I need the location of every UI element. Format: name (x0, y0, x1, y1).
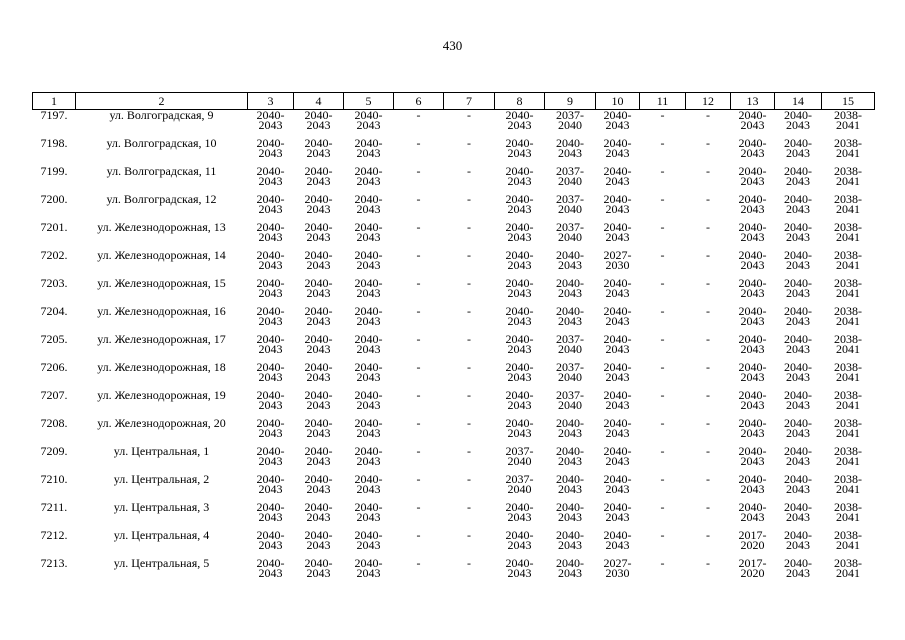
column-header-12: 12 (686, 93, 731, 110)
row-number: 7210. (40, 472, 68, 486)
cell-col-9: 2040- 2043 (556, 416, 584, 440)
cell-col-3: 2040- 2043 (256, 108, 285, 132)
cell-col-11: - (660, 416, 665, 430)
cell-col-9: 2040- 2043 (556, 304, 584, 328)
cell-col-4: 2040- 2043 (304, 528, 333, 552)
cell-col-10: 2040- 2043 (603, 360, 632, 384)
cell-col-7: - (467, 248, 471, 262)
cell-col-13: 2017- 2020 (738, 528, 767, 552)
table-row (33, 222, 875, 250)
cell-col-4: 2040- 2043 (304, 444, 333, 468)
cell-col-9: 2037- 2040 (556, 360, 584, 384)
cell-col-5: 2040- 2043 (354, 108, 383, 132)
column-header-4: 4 (294, 93, 344, 110)
cell-col-12: - (706, 108, 710, 122)
cell-col-15: 2038- 2041 (834, 360, 862, 384)
cell-col-6: - (416, 360, 421, 374)
cell-col-8: 2037- 2040 (505, 444, 534, 468)
row-number: 7200. (40, 192, 68, 206)
cell-col-13: 2040- 2043 (738, 416, 767, 440)
cell-col-10: 2040- 2043 (603, 304, 632, 328)
cell-col-10: 2040- 2043 (603, 192, 632, 216)
cell-col-15: 2038- 2041 (834, 248, 862, 272)
cell-col-4: 2040- 2043 (304, 332, 333, 356)
cell-col-10: 2027- 2030 (603, 248, 632, 272)
cell-col-4: 2040- 2043 (304, 360, 333, 384)
cell-col-3: 2040- 2043 (256, 500, 285, 524)
schedule-table (32, 92, 875, 586)
cell-col-13: 2017- 2020 (738, 556, 767, 580)
cell-col-10: 2040- 2043 (603, 108, 632, 132)
cell-col-11: - (660, 388, 665, 402)
cell-col-12: - (706, 444, 710, 458)
column-header-14: 14 (775, 93, 822, 110)
cell-col-6: - (416, 500, 421, 514)
cell-col-5: 2040- 2043 (354, 220, 383, 244)
row-number: 7205. (40, 332, 68, 346)
cell-col-7: - (467, 388, 471, 402)
cell-col-6: - (416, 276, 421, 290)
column-header-7: 7 (444, 93, 495, 110)
cell-col-6: - (416, 444, 421, 458)
cell-col-9: 2040- 2043 (556, 444, 584, 468)
cell-col-12: - (706, 304, 710, 318)
cell-col-8: 2040- 2043 (505, 220, 534, 244)
column-header-8: 8 (495, 93, 545, 110)
cell-col-13: 2040- 2043 (738, 472, 767, 496)
cell-col-13: 2040- 2043 (738, 136, 767, 160)
table-row (33, 418, 875, 446)
cell-col-11: - (660, 248, 665, 262)
cell-col-9: 2040- 2043 (556, 248, 584, 272)
cell-col-10: 2040- 2043 (603, 164, 632, 188)
cell-col-8: 2040- 2043 (505, 332, 534, 356)
row-address: ул. Центральная, 5 (113, 556, 210, 570)
cell-col-12: - (706, 360, 710, 374)
row-address: ул. Волгоградская, 10 (106, 136, 217, 150)
cell-col-7: - (467, 528, 471, 542)
cell-col-12: - (706, 472, 710, 486)
table-row (33, 362, 875, 390)
cell-col-7: - (467, 472, 471, 486)
cell-col-14: 2040- 2043 (784, 304, 812, 328)
cell-col-11: - (660, 136, 665, 150)
header-row (33, 93, 875, 110)
cell-col-3: 2040- 2043 (256, 360, 285, 384)
cell-col-13: 2040- 2043 (738, 360, 767, 384)
cell-col-3: 2040- 2043 (256, 220, 285, 244)
cell-col-14: 2040- 2043 (784, 164, 812, 188)
row-number: 7201. (40, 220, 68, 234)
cell-col-11: - (660, 192, 665, 206)
cell-col-4: 2040- 2043 (304, 220, 333, 244)
table-row (33, 474, 875, 502)
cell-col-15: 2038- 2041 (834, 332, 862, 356)
table-row (33, 558, 875, 586)
cell-col-13: 2040- 2043 (738, 164, 767, 188)
row-address: ул. Волгоградская, 12 (106, 192, 217, 206)
cell-col-4: 2040- 2043 (304, 108, 333, 132)
row-address: ул. Железнодорожная, 14 (97, 248, 226, 262)
cell-col-6: - (416, 136, 421, 150)
cell-col-11: - (660, 360, 665, 374)
cell-col-14: 2040- 2043 (784, 192, 812, 216)
cell-col-7: - (467, 164, 471, 178)
cell-col-3: 2040- 2043 (256, 528, 285, 552)
table-row (33, 446, 875, 474)
cell-col-6: - (416, 556, 421, 570)
cell-col-14: 2040- 2043 (784, 416, 812, 440)
cell-col-3: 2040- 2043 (256, 332, 285, 356)
cell-col-3: 2040- 2043 (256, 164, 285, 188)
cell-col-9: 2037- 2040 (556, 332, 584, 356)
cell-col-12: - (706, 556, 710, 570)
column-header-1: 1 (33, 93, 76, 110)
table-row (33, 250, 875, 278)
row-number: 7197. (40, 108, 68, 122)
cell-col-9: 2040- 2043 (556, 276, 584, 300)
cell-col-9: 2037- 2040 (556, 220, 584, 244)
cell-col-15: 2038- 2041 (834, 276, 862, 300)
cell-col-10: 2040- 2043 (603, 444, 632, 468)
cell-col-12: - (706, 416, 710, 430)
cell-col-9: 2040- 2043 (556, 472, 584, 496)
cell-col-10: 2027- 2030 (603, 556, 632, 580)
cell-col-12: - (706, 220, 710, 234)
cell-col-15: 2038- 2041 (834, 528, 862, 552)
column-header-9: 9 (545, 93, 596, 110)
table-row (33, 334, 875, 362)
cell-col-4: 2040- 2043 (304, 472, 333, 496)
row-number: 7209. (40, 444, 68, 458)
cell-col-7: - (467, 360, 471, 374)
cell-col-15: 2038- 2041 (834, 108, 862, 132)
cell-col-8: 2040- 2043 (505, 528, 534, 552)
cell-col-10: 2040- 2043 (603, 276, 632, 300)
cell-col-7: - (467, 276, 471, 290)
cell-col-5: 2040- 2043 (354, 416, 383, 440)
cell-col-3: 2040- 2043 (256, 472, 285, 496)
cell-col-4: 2040- 2043 (304, 556, 333, 580)
cell-col-4: 2040- 2043 (304, 192, 333, 216)
cell-col-5: 2040- 2043 (354, 444, 383, 468)
row-address: ул. Железнодорожная, 19 (97, 388, 226, 402)
cell-col-14: 2040- 2043 (784, 556, 812, 580)
cell-col-3: 2040- 2043 (256, 248, 285, 272)
row-number: 7199. (40, 164, 68, 178)
cell-col-10: 2040- 2043 (603, 416, 632, 440)
cell-col-4: 2040- 2043 (304, 248, 333, 272)
cell-col-7: - (467, 220, 471, 234)
cell-col-13: 2040- 2043 (738, 248, 767, 272)
cell-col-12: - (706, 500, 710, 514)
table-body (33, 110, 875, 587)
cell-col-8: 2040- 2043 (505, 164, 534, 188)
cell-col-6: - (416, 332, 421, 346)
table-row (33, 502, 875, 530)
table-row (33, 278, 875, 306)
row-address: ул. Волгоградская, 9 (109, 108, 214, 122)
cell-col-14: 2040- 2043 (784, 528, 812, 552)
cell-col-15: 2038- 2041 (834, 416, 862, 440)
cell-col-3: 2040- 2043 (256, 192, 285, 216)
cell-col-5: 2040- 2043 (354, 388, 383, 412)
row-address: ул. Центральная, 3 (113, 500, 210, 514)
row-number: 7208. (40, 416, 68, 430)
cell-col-8: 2040- 2043 (505, 192, 534, 216)
cell-col-15: 2038- 2041 (834, 472, 862, 496)
cell-col-6: - (416, 472, 421, 486)
table-row (33, 166, 875, 194)
row-address: ул. Центральная, 2 (113, 472, 210, 486)
column-header-5: 5 (344, 93, 394, 110)
cell-col-10: 2040- 2043 (603, 500, 632, 524)
cell-col-12: - (706, 388, 710, 402)
column-header-3: 3 (248, 93, 294, 110)
cell-col-6: - (416, 304, 421, 318)
row-address: ул. Центральная, 1 (113, 444, 210, 458)
cell-col-10: 2040- 2043 (603, 472, 632, 496)
cell-col-11: - (660, 528, 665, 542)
cell-col-9: 2040- 2043 (556, 136, 584, 160)
cell-col-15: 2038- 2041 (834, 304, 862, 328)
row-address: ул. Железнодорожная, 15 (97, 276, 226, 290)
cell-col-7: - (467, 192, 471, 206)
cell-col-4: 2040- 2043 (304, 136, 333, 160)
cell-col-15: 2038- 2041 (834, 136, 862, 160)
cell-col-11: - (660, 556, 665, 570)
cell-col-3: 2040- 2043 (256, 556, 285, 580)
cell-col-11: - (660, 472, 665, 486)
cell-col-14: 2040- 2043 (784, 248, 812, 272)
cell-col-6: - (416, 164, 421, 178)
cell-col-6: - (416, 220, 421, 234)
cell-col-11: - (660, 108, 665, 122)
row-number: 7203. (40, 276, 68, 290)
cell-col-14: 2040- 2043 (784, 472, 812, 496)
cell-col-13: 2040- 2043 (738, 332, 767, 356)
cell-col-12: - (706, 192, 710, 206)
row-address: ул. Железнодорожная, 13 (97, 220, 226, 234)
cell-col-7: - (467, 304, 471, 318)
cell-col-8: 2040- 2043 (505, 136, 534, 160)
cell-col-13: 2040- 2043 (738, 444, 767, 468)
cell-col-4: 2040- 2043 (304, 500, 333, 524)
cell-col-6: - (416, 528, 421, 542)
cell-col-4: 2040- 2043 (304, 164, 333, 188)
cell-col-6: - (416, 192, 421, 206)
cell-col-9: 2037- 2040 (556, 108, 584, 132)
cell-col-15: 2038- 2041 (834, 192, 862, 216)
row-address: ул. Центральная, 4 (113, 528, 210, 542)
cell-col-12: - (706, 276, 710, 290)
cell-col-4: 2040- 2043 (304, 416, 333, 440)
cell-col-5: 2040- 2043 (354, 556, 383, 580)
row-number: 7198. (40, 136, 68, 150)
cell-col-8: 2040- 2043 (505, 388, 534, 412)
cell-col-4: 2040- 2043 (304, 304, 333, 328)
cell-col-5: 2040- 2043 (354, 360, 383, 384)
column-header-6: 6 (394, 93, 444, 110)
cell-col-11: - (660, 164, 665, 178)
cell-col-6: - (416, 388, 421, 402)
cell-col-7: - (467, 136, 471, 150)
table-row (33, 390, 875, 418)
cell-col-13: 2040- 2043 (738, 304, 767, 328)
cell-col-12: - (706, 528, 710, 542)
cell-col-4: 2040- 2043 (304, 388, 333, 412)
row-number: 7204. (40, 304, 68, 318)
column-header-2: 2 (76, 93, 248, 110)
cell-col-7: - (467, 108, 471, 122)
cell-col-5: 2040- 2043 (354, 500, 383, 524)
cell-col-14: 2040- 2043 (784, 500, 812, 524)
cell-col-11: - (660, 500, 665, 514)
cell-col-10: 2040- 2043 (603, 220, 632, 244)
row-number: 7212. (40, 528, 68, 542)
cell-col-12: - (706, 332, 710, 346)
cell-col-5: 2040- 2043 (354, 164, 383, 188)
cell-col-12: - (706, 248, 710, 262)
cell-col-3: 2040- 2043 (256, 276, 285, 300)
cell-col-12: - (706, 136, 710, 150)
cell-col-13: 2040- 2043 (738, 276, 767, 300)
table-row (33, 306, 875, 334)
cell-col-3: 2040- 2043 (256, 388, 285, 412)
row-number: 7202. (40, 248, 68, 262)
cell-col-9: 2040- 2043 (556, 528, 584, 552)
row-address: ул. Железнодорожная, 18 (97, 360, 226, 374)
cell-col-14: 2040- 2043 (784, 360, 812, 384)
cell-col-5: 2040- 2043 (354, 332, 383, 356)
cell-col-15: 2038- 2041 (834, 556, 862, 580)
cell-col-3: 2040- 2043 (256, 136, 285, 160)
cell-col-11: - (660, 220, 665, 234)
row-address: ул. Железнодорожная, 20 (97, 416, 226, 430)
cell-col-13: 2040- 2043 (738, 500, 767, 524)
cell-col-14: 2040- 2043 (784, 108, 812, 132)
cell-col-8: 2040- 2043 (505, 304, 534, 328)
row-number: 7207. (40, 388, 68, 402)
column-header-10: 10 (596, 93, 640, 110)
cell-col-15: 2038- 2041 (834, 500, 862, 524)
cell-col-7: - (467, 556, 471, 570)
row-number: 7213. (40, 556, 68, 570)
cell-col-14: 2040- 2043 (784, 388, 812, 412)
cell-col-5: 2040- 2043 (354, 248, 383, 272)
cell-col-10: 2040- 2043 (603, 332, 632, 356)
column-header-11: 11 (640, 93, 686, 110)
cell-col-13: 2040- 2043 (738, 388, 767, 412)
cell-col-7: - (467, 444, 471, 458)
cell-col-5: 2040- 2043 (354, 136, 383, 160)
cell-col-11: - (660, 332, 665, 346)
cell-col-5: 2040- 2043 (354, 192, 383, 216)
cell-col-13: 2040- 2043 (738, 108, 767, 132)
cell-col-5: 2040- 2043 (354, 472, 383, 496)
cell-col-8: 2040- 2043 (505, 416, 534, 440)
cell-col-8: 2040- 2043 (505, 248, 534, 272)
cell-col-15: 2038- 2041 (834, 220, 862, 244)
cell-col-9: 2040- 2043 (556, 500, 584, 524)
column-header-15: 15 (822, 93, 875, 110)
row-address: ул. Железнодорожная, 16 (97, 304, 226, 318)
cell-col-11: - (660, 304, 665, 318)
cell-col-12: - (706, 164, 710, 178)
cell-col-8: 2040- 2043 (505, 556, 534, 580)
cell-col-5: 2040- 2043 (354, 276, 383, 300)
table-row (33, 194, 875, 222)
cell-col-13: 2040- 2043 (738, 220, 767, 244)
cell-col-14: 2040- 2043 (784, 136, 812, 160)
cell-col-14: 2040- 2043 (784, 332, 812, 356)
cell-col-9: 2037- 2040 (556, 164, 584, 188)
cell-col-9: 2037- 2040 (556, 192, 584, 216)
cell-col-8: 2040- 2043 (505, 360, 534, 384)
cell-col-11: - (660, 444, 665, 458)
cell-col-3: 2040- 2043 (256, 416, 285, 440)
cell-col-14: 2040- 2043 (784, 444, 812, 468)
cell-col-6: - (416, 248, 421, 262)
cell-col-14: 2040- 2043 (784, 276, 812, 300)
cell-col-15: 2038- 2041 (834, 444, 862, 468)
table-row (33, 138, 875, 166)
cell-col-6: - (416, 416, 421, 430)
cell-col-7: - (467, 500, 471, 514)
cell-col-10: 2040- 2043 (603, 388, 632, 412)
cell-col-8: 2040- 2043 (505, 500, 534, 524)
cell-col-9: 2040- 2043 (556, 556, 584, 580)
cell-col-15: 2038- 2041 (834, 164, 862, 188)
cell-col-9: 2037- 2040 (556, 388, 584, 412)
row-number: 7206. (40, 360, 68, 374)
cell-col-13: 2040- 2043 (738, 192, 767, 216)
table-row (33, 110, 875, 139)
row-address: ул. Волгоградская, 11 (106, 164, 217, 178)
cell-col-10: 2040- 2043 (603, 528, 632, 552)
cell-col-3: 2040- 2043 (256, 444, 285, 468)
cell-col-6: - (416, 108, 421, 122)
cell-col-11: - (660, 276, 665, 290)
cell-col-5: 2040- 2043 (354, 528, 383, 552)
cell-col-5: 2040- 2043 (354, 304, 383, 328)
cell-col-15: 2038- 2041 (834, 388, 862, 412)
cell-col-8: 2040- 2043 (505, 108, 534, 132)
cell-col-4: 2040- 2043 (304, 276, 333, 300)
cell-col-8: 2040- 2043 (505, 276, 534, 300)
page-number: 430 (442, 38, 463, 53)
cell-col-3: 2040- 2043 (256, 304, 285, 328)
cell-col-8: 2037- 2040 (505, 472, 534, 496)
cell-col-7: - (467, 332, 471, 346)
column-header-13: 13 (731, 93, 775, 110)
table-row (33, 530, 875, 558)
cell-col-10: 2040- 2043 (603, 136, 632, 160)
row-number: 7211. (40, 500, 68, 514)
cell-col-7: - (467, 416, 471, 430)
cell-col-14: 2040- 2043 (784, 220, 812, 244)
row-address: ул. Железнодорожная, 17 (97, 332, 226, 346)
